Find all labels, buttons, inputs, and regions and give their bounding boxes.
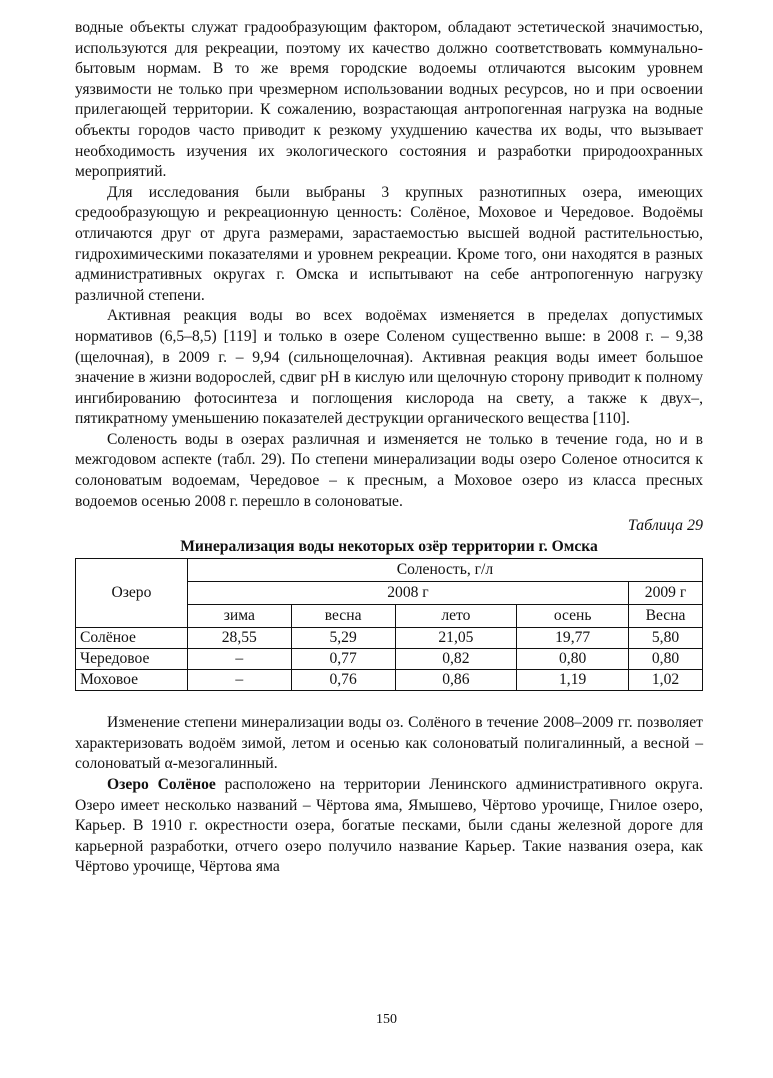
lake-heading: Озеро Солёное bbox=[107, 776, 216, 794]
table-caption: Таблица 29 bbox=[627, 517, 703, 535]
paragraph-4: Соленость воды в озерах различная и изменяется не только в течение года, но и в межгодовом аспекте (табл. 29). По степени минерализации воды озеро Соленое относится к солоноватым водоемам, Чередовое – к пресным, а Моховое озеро из класса пресных водоемов осенью 2008 г. перешло в солоноватые. bbox=[75, 430, 703, 510]
paragraph-3: Активная реакция воды во всех водоёмах изменяется в пределах допустимых нормативов (6,5–8,5) [119] и только в озере Соленом существенно выше: в 2008 г. – 9,38 (щелочная), в 2009 г. – 9,94 (сильнощелочная). Активная реакция воды имеет большое значение в жизни водорослей, сдвиг pH в кислую или щелочную сторону приводит к полному ингибированию фотосинтеза и поглощения кислорода на свету, а также к двух–, пятикратному уменьшению показателей деструкции органического вещества [110]. bbox=[75, 307, 703, 428]
header-lake: Озеро bbox=[76, 559, 188, 628]
table-cell: 0,80 bbox=[517, 649, 629, 670]
header-season: весна bbox=[291, 605, 395, 628]
table-cell: 0,82 bbox=[395, 649, 517, 670]
table-cell: 19,77 bbox=[517, 628, 629, 649]
lake-name: Солёное bbox=[76, 628, 188, 649]
page-body bbox=[75, 18, 703, 878]
page-number: 150 bbox=[376, 1012, 397, 1027]
table-cell: – bbox=[187, 670, 291, 691]
header-season: лето bbox=[395, 605, 517, 628]
header-season: зима bbox=[187, 605, 291, 628]
table-cell: 1,02 bbox=[629, 670, 703, 691]
table-row bbox=[76, 670, 703, 691]
table-cell: 0,76 bbox=[291, 670, 395, 691]
table-cell: 0,86 bbox=[395, 670, 517, 691]
header-season: осень bbox=[517, 605, 629, 628]
table-cell: 5,80 bbox=[629, 628, 703, 649]
table-cell: 28,55 bbox=[187, 628, 291, 649]
paragraph-5: Изменение степени минерализации воды оз. Солёного в течение 2008–2009 гг. позволяет характеризовать водоём зимой, летом и осенью как солоноватый полигалинный, а весной – солоноватый α-мезогалинный. bbox=[75, 714, 703, 773]
header-year-2009: 2009 г bbox=[629, 582, 703, 605]
table-cell: 1,19 bbox=[517, 670, 629, 691]
header-season: Весна bbox=[629, 605, 703, 628]
table-title: Минерализация воды некоторых озёр территории г. Омска bbox=[180, 538, 598, 556]
table-cell: 0,77 bbox=[291, 649, 395, 670]
salinity-table bbox=[75, 558, 703, 691]
paragraph-6-text: расположено на территории Ленинского административного округа. Озеро имеет несколько названий – Чёртова яма, Ямышево, Чёртово урочище, Гнилое озеро, Карьер. В 1910 г. окрестности озера, богатые песками, были сданы железной дороге для карьерной разработки, отчего озеро получило название Карьер. Такие названия озера, как Чёртово урочище, Чёртова яма bbox=[75, 776, 703, 876]
header-salinity: Соленость, г/л bbox=[187, 559, 702, 582]
table-cell: 0,80 bbox=[629, 649, 703, 670]
table-cell: 5,29 bbox=[291, 628, 395, 649]
table-row bbox=[76, 628, 703, 649]
lake-name: Чередовое bbox=[76, 649, 188, 670]
header-year-2008: 2008 г bbox=[187, 582, 628, 605]
table-cell: 21,05 bbox=[395, 628, 517, 649]
lake-name: Моховое bbox=[76, 670, 188, 691]
paragraph-1: водные объекты служат градообразующим фактором, обладают эстетической значимостью, используются для рекреации, поэтому их качество должно соответствовать коммунально-бытовым нормам. В то же время городские водоемы отличаются высоким уровнем уязвимости не только при чрезмерном использовании водных ресурсов, но и при освоении прилегающей территории. К сожалению, возрастающая антропогенная нагрузка на водные объекты городов часто приводит к резкому ухудшению качества их воды, что вызывает необходимость изучения их экологического состояния и разработки природоохранных мероприятий. bbox=[75, 19, 703, 181]
table-cell: – bbox=[187, 649, 291, 670]
table-row bbox=[76, 649, 703, 670]
paragraph-2: Для исследования были выбраны 3 крупных разнотипных озера, имеющих средообразующую и рекреационную ценность: Солёное, Моховое и Чередовое. Водоёмы отличаются друг от друга размерами, зарастаемостью высшей водной растительностью, гидрохимическими показателями и уровнем рекреации. Кроме того, они находятся в разных административных округах г. Омска и испытывают на себе антропогенную нагрузку различной степени. bbox=[75, 183, 703, 304]
paragraph-6 bbox=[75, 775, 703, 878]
table-header-row-1 bbox=[76, 559, 703, 582]
